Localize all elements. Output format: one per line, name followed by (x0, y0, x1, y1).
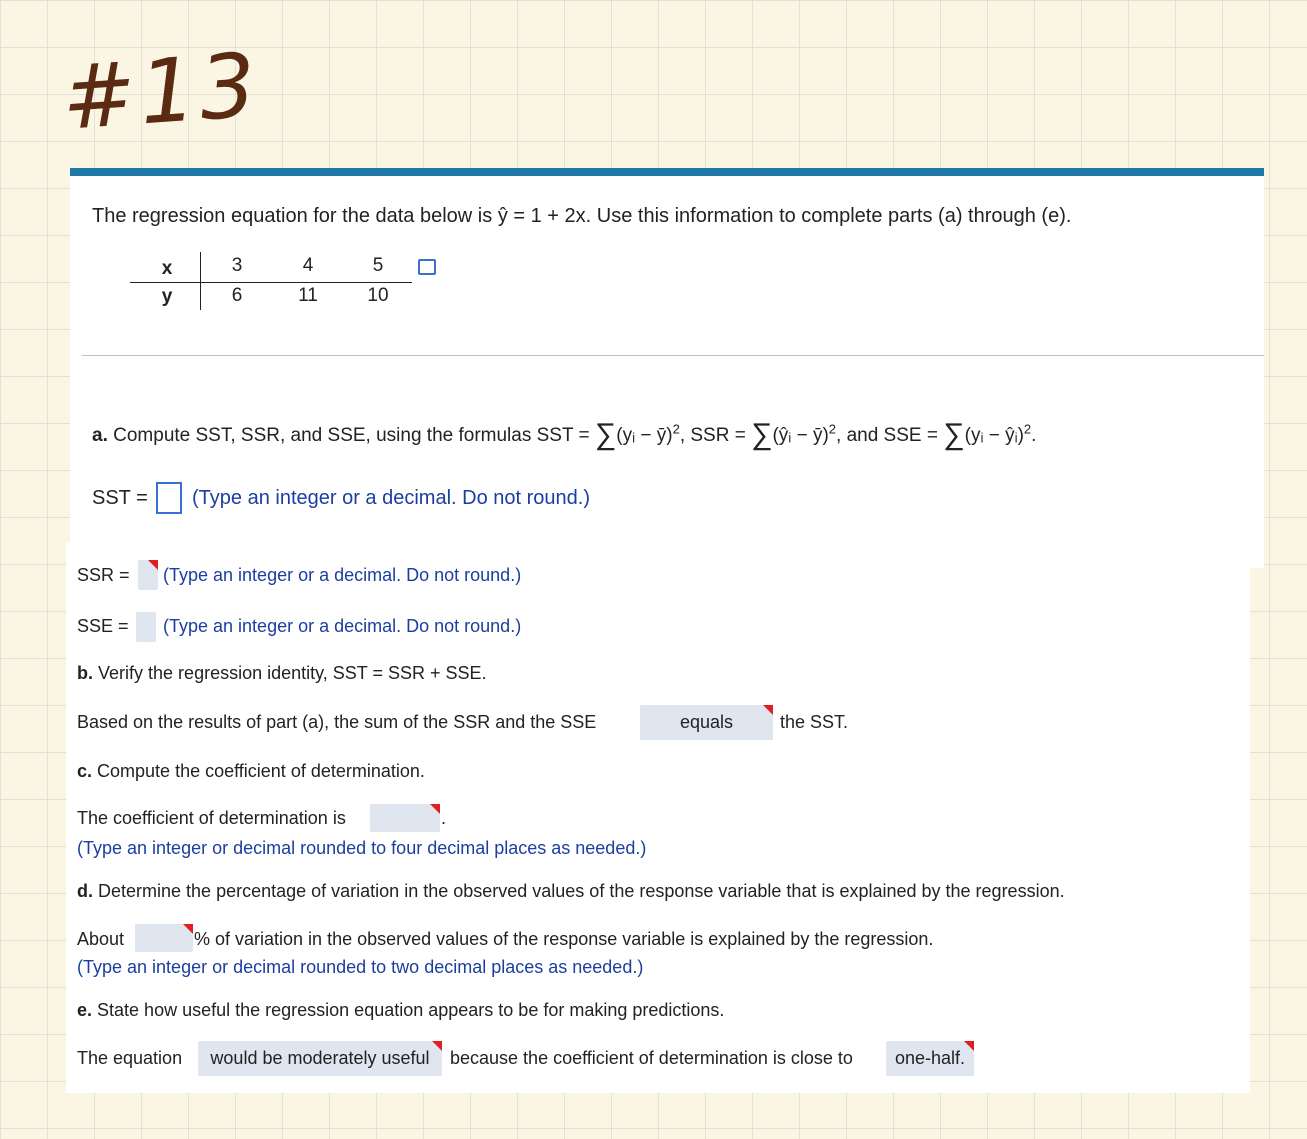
part-a-prompt-text: Compute SST, SSR, and SSE, using the formulas SST = (113, 425, 595, 446)
part-e-prompt (77, 1000, 724, 1021)
flag-icon (430, 804, 440, 814)
part-c-prompt-text: Compute the coefficient of determination. (97, 761, 425, 781)
sigma-icon: ∑ (751, 418, 773, 451)
part-c-label: c. (77, 761, 93, 781)
section-divider (82, 355, 1264, 356)
part-d-sentence-after: % of variation in the observed values of the response variable is explained by the regression. (194, 929, 934, 949)
sse-answer-input[interactable] (136, 612, 156, 642)
sigma-icon: ∑ (594, 418, 617, 451)
part-b-prompt-text: Verify the regression identity, SST = SSR + SSE. (98, 663, 487, 683)
y-header: y (161, 286, 173, 307)
x-value: 5 (372, 255, 384, 276)
part-d-hint: (Type an integer or decimal rounded to two decimal places as needed.) (77, 957, 644, 977)
part-c-hint: (Type an integer or decimal rounded to four decimal places as needed.) (77, 838, 647, 858)
part-b-sentence-after: the SST. (780, 712, 849, 732)
coefficient-answer-input[interactable] (370, 804, 440, 832)
part-d-label: d. (77, 881, 93, 901)
part-b-sentence-before: Based on the results of part (a), the sum of the SSR and the SSE (77, 712, 597, 732)
intro-equation: = 1 + 2x (507, 205, 586, 227)
part-a-label: a. (92, 425, 108, 446)
part-c-sentence: The coefficient of determination is (77, 808, 346, 828)
part-d-prompt (77, 881, 1065, 902)
period: . (441, 808, 447, 828)
ssr-formula-label: , SSR = (679, 425, 752, 446)
x-value: 4 (302, 255, 314, 276)
flag-icon (183, 924, 193, 934)
table-divider-vertical (200, 252, 201, 310)
intro-before: The regression equation for the data below is (92, 205, 498, 227)
part-b-label: b. (77, 663, 93, 683)
ssr-power: 2 (828, 421, 837, 437)
part-e-sentence-middle: because the coefficient of determination is close to (450, 1048, 853, 1068)
table-divider-horizontal (130, 282, 412, 283)
part-b-prompt (77, 663, 487, 684)
usefulness-dropdown[interactable] (198, 1041, 442, 1076)
y-value: 11 (298, 285, 318, 306)
sst-label: SST = (92, 487, 148, 509)
handwritten-problem-number: #13 (58, 33, 264, 150)
part-e-sentence-before: The equation (77, 1048, 183, 1068)
part-c-prompt (77, 761, 425, 782)
sse-hint: (Type an integer or a decimal. Do not round.) (163, 616, 522, 636)
intro-after: . Use this information to complete parts (a) through (e). (585, 205, 1072, 227)
y-value: 10 (367, 285, 389, 306)
sse-label: SSE = (77, 616, 129, 636)
intro-yhat: ŷ (497, 205, 508, 227)
sst-power: 2 (672, 421, 680, 437)
part-e-label: e. (77, 1000, 93, 1020)
ssr-answer-input[interactable] (138, 560, 158, 590)
sse-power: 2 (1023, 421, 1032, 437)
part-e-prompt-text: State how useful the regression equation appears to be for making predictions. (97, 1000, 725, 1020)
flag-icon (763, 705, 773, 715)
ssr-hint: (Type an integer or a decimal. Do not round.) (163, 565, 522, 585)
sse-formula-label: , and SSE = (836, 425, 944, 446)
closeness-dropdown[interactable] (886, 1041, 974, 1076)
part-a-prompt: a. Compute SST, SSR, and SSE, using the formulas SST = ∑(yᵢ − ȳ)$^2$, SSR = ∑(ŷᵢ − ȳ)$^2$, and SSE = ∑(yᵢ − ŷᵢ)$^2$. (92, 418, 1037, 451)
intro-text (92, 205, 1071, 228)
y-value: 6 (231, 285, 243, 306)
accent-bar (70, 168, 1264, 176)
sum-comparison-value: equals (679, 712, 734, 732)
flag-icon (432, 1041, 442, 1051)
x-header: x (161, 258, 173, 279)
part-d-sentence-before: About (77, 929, 125, 949)
sst-answer-input[interactable] (156, 482, 182, 514)
sst-formula: (yᵢ − ȳ) (616, 425, 673, 446)
closeness-value: one-half. (894, 1048, 966, 1068)
sse-formula: (yᵢ − ŷᵢ) (964, 425, 1024, 446)
flag-icon (964, 1041, 974, 1051)
copy-icon[interactable] (418, 259, 436, 275)
ssr-label: SSR = (77, 565, 130, 585)
ssr-formula: (ŷᵢ − ȳ) (772, 425, 829, 446)
flag-icon (148, 560, 158, 570)
percentage-answer-input[interactable] (135, 924, 193, 952)
sum-comparison-dropdown[interactable] (640, 705, 773, 740)
sst-hint: (Type an integer or a decimal. Do not round.) (192, 487, 590, 509)
part-d-prompt-text: Determine the percentage of variation in the observed values of the response variable that is explained by the regression. (98, 881, 1065, 901)
x-value: 3 (231, 255, 243, 276)
sigma-icon: ∑ (943, 418, 965, 451)
usefulness-value: would be moderately useful (210, 1048, 430, 1068)
